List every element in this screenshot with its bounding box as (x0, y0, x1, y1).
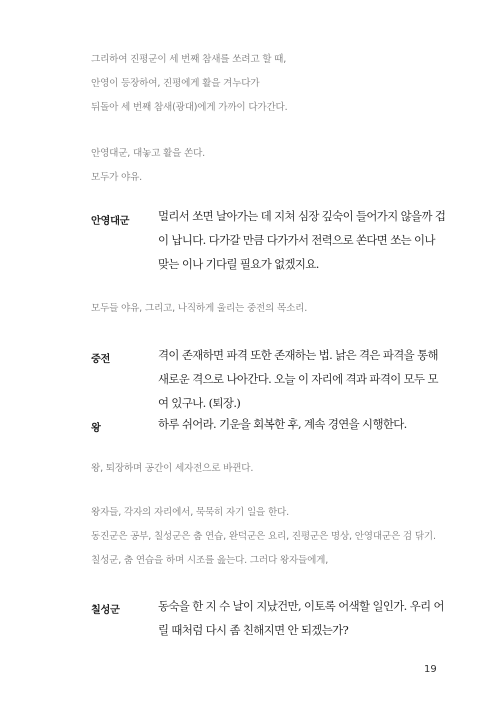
stage-direction: 안영대군, 대놓고 활을 쏜다. (91, 148, 205, 159)
dialogue-text (158, 204, 453, 276)
dialogue-line: 멀리서 쏘면 날아가는 데 지쳐 심장 깊숙이 들어가지 않을까 겁 (158, 209, 446, 223)
dialogue-text (158, 343, 453, 415)
stage-direction: 칠성군, 춤 연습을 하며 시조를 읊는다. 그러다 왕자들에게, (91, 555, 329, 566)
speaker-name: 왕 (91, 423, 101, 434)
stage-direction: 모두들 야유, 그리고, 나직하게 울리는 중전의 목소리. (91, 303, 308, 314)
stage-direction: 모두가 야유. (91, 172, 143, 183)
dialogue-line: 새로운 격으로 나아간다. 오늘 이 자리에 격과 파격이 모두 모 (158, 372, 438, 386)
stage-direction: 동진군은 공부, 칠성군은 춤 연습, 완덕군은 요리, 진평군은 명상, 안영대군은 검 닦기. (91, 531, 436, 542)
dialogue-line: 격이 존재하면 파격 또한 존재하는 법. 낡은 격은 파격을 통해 (158, 348, 438, 362)
speaker-name: 중전 (91, 354, 111, 365)
speaker-name: 안영대군 (91, 216, 130, 227)
stage-direction: 왕, 퇴장하며 공간이 세자전으로 바뀐다. (91, 463, 254, 474)
dialogue-line: 이 납니다. 다가갈 만큼 다가가서 전력으로 쏜다면 쏘는 이나 (158, 233, 435, 247)
dialogue-line: 하루 쉬어라. 기운을 회복한 후, 계속 경연을 시행한다. (158, 417, 407, 431)
dialogue-text (158, 594, 453, 642)
dialogue-line: 릴 때처럼 다시 좀 친해지면 안 되겠는가? (158, 623, 349, 637)
stage-direction: 안영이 등장하여, 진평에게 활을 겨누다가 (91, 78, 260, 89)
dialogue-text (158, 412, 453, 436)
dialogue-line: 여 있구나. (퇴장.) (158, 396, 241, 410)
stage-direction: 그리하여 진평군이 세 번째 참새를 쏘려고 할 때, (91, 54, 287, 65)
dialogue-line: 맞는 이나 기다릴 필요가 없겠지요. (158, 257, 319, 271)
page-number: 19 (424, 664, 437, 675)
dialogue-line: 동숙을 한 지 수 날이 지났건만, 이토록 어색할 일인가. 우리 어 (158, 599, 444, 613)
speaker-name: 칠성군 (91, 605, 120, 616)
stage-direction: 뒤돌아 세 번째 참새(광대)에게 가까이 다가간다. (91, 102, 288, 113)
stage-direction: 왕자들, 각자의 자리에서, 묵묵히 자기 일을 한다. (91, 507, 289, 518)
